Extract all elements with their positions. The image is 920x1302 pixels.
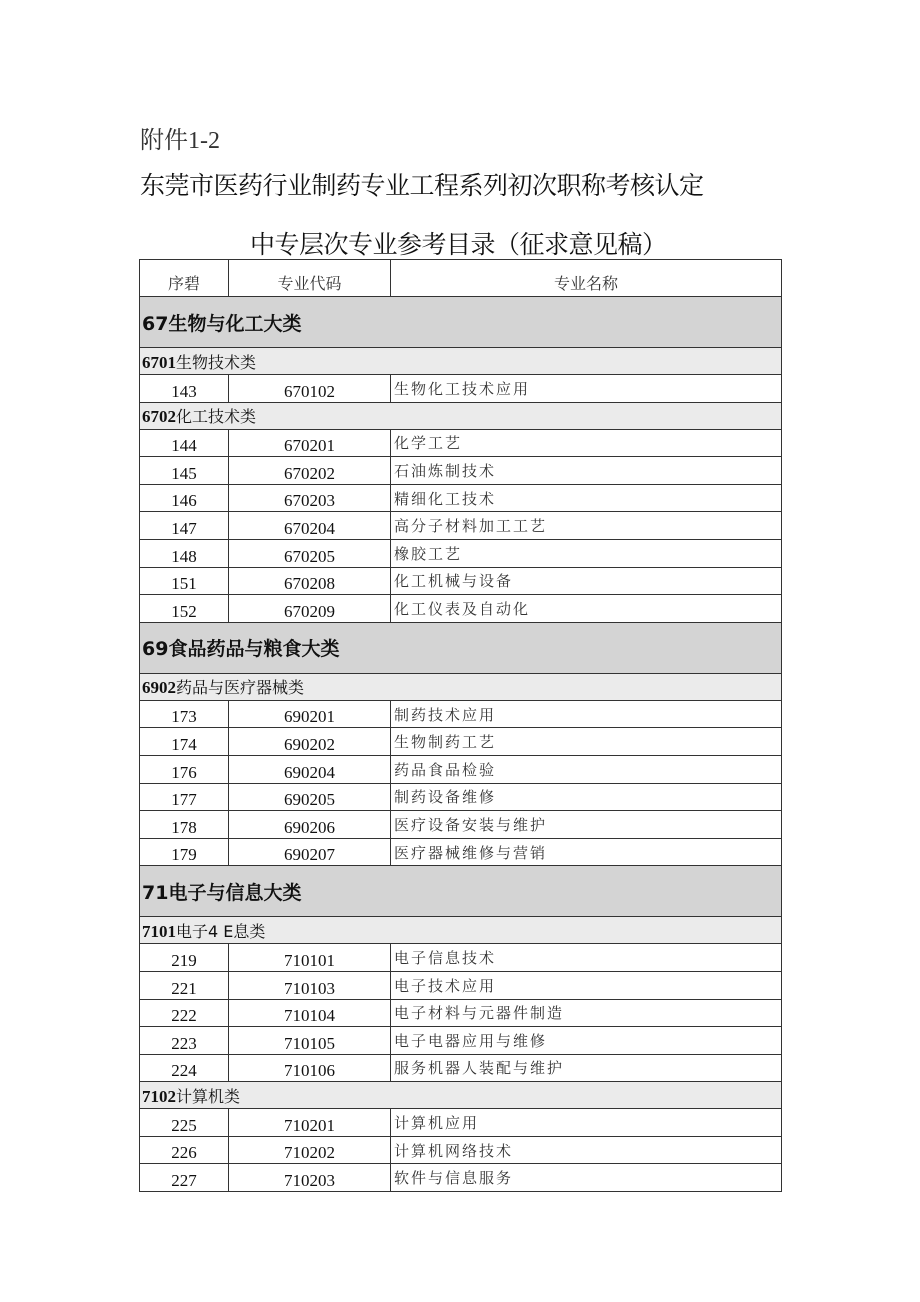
serial-cell: 224	[140, 1054, 229, 1082]
code-cell: 690205	[229, 783, 391, 811]
category-row	[140, 866, 782, 917]
serial-cell: 151	[140, 567, 229, 595]
serial-cell: 176	[140, 755, 229, 783]
category-title: 69食品药品与粮食大类	[140, 622, 782, 673]
table-row	[140, 539, 782, 567]
subcategory-code: 6702	[142, 407, 176, 427]
code-cell: 710106	[229, 1054, 391, 1082]
major-name-cell: 电子电器应用与维修	[391, 1027, 782, 1055]
table-row	[140, 944, 782, 972]
subcategory-code: 6902	[142, 678, 176, 698]
category-title: 71电子与信息大类	[140, 866, 782, 917]
serial-cell: 219	[140, 944, 229, 972]
major-name-cell: 计算机应用	[391, 1109, 782, 1137]
major-name-cell: 生物化工技术应用	[391, 375, 782, 403]
subcategory-name: 电子4 E息类	[176, 921, 266, 941]
category-row	[140, 622, 782, 673]
major-name-cell: 化学工艺	[391, 429, 782, 457]
table-row	[140, 728, 782, 756]
major-name-cell: 生物制药工艺	[391, 728, 782, 756]
table-row	[140, 375, 782, 403]
subcategory-row	[140, 673, 782, 700]
subcategory-code: 7101	[142, 921, 176, 941]
table-row	[140, 512, 782, 540]
table-row	[140, 971, 782, 999]
document-title: 东莞市医药行业制药专业工程系列初次职称考核认定	[140, 171, 704, 200]
header-code: 专业代码	[229, 260, 391, 297]
code-cell: 690204	[229, 755, 391, 783]
table-row	[140, 838, 782, 866]
attachment-label: 附件1-2	[140, 128, 220, 154]
code-cell: 670204	[229, 512, 391, 540]
subcategory-title	[140, 673, 782, 700]
table-row	[140, 999, 782, 1027]
subcategory-title	[140, 1082, 782, 1109]
serial-cell: 174	[140, 728, 229, 756]
major-name-cell: 制药设备维修	[391, 783, 782, 811]
major-name-cell: 橡胶工艺	[391, 539, 782, 567]
subcategory-title	[140, 402, 782, 429]
serial-cell: 226	[140, 1136, 229, 1164]
serial-cell: 146	[140, 484, 229, 512]
code-cell: 670203	[229, 484, 391, 512]
table-row	[140, 1164, 782, 1192]
major-name-cell: 服务机器人装配与维护	[391, 1054, 782, 1082]
code-cell: 690202	[229, 728, 391, 756]
serial-cell: 179	[140, 838, 229, 866]
serial-cell: 147	[140, 512, 229, 540]
code-cell: 670209	[229, 595, 391, 623]
major-name-cell: 医疗设备安装与维护	[391, 811, 782, 839]
table-row	[140, 1109, 782, 1137]
table-row	[140, 567, 782, 595]
table-row	[140, 595, 782, 623]
subcategory-row	[140, 402, 782, 429]
major-name-cell: 计算机网络技术	[391, 1136, 782, 1164]
serial-cell: 144	[140, 429, 229, 457]
serial-cell: 145	[140, 457, 229, 485]
subcategory-name: 计算机类	[176, 1086, 241, 1106]
major-catalog-table	[139, 259, 782, 1192]
table-row	[140, 429, 782, 457]
table-row	[140, 484, 782, 512]
table-row	[140, 1054, 782, 1082]
code-cell: 710105	[229, 1027, 391, 1055]
major-name-cell: 精细化工技术	[391, 484, 782, 512]
major-name-cell: 电子材料与元器件制造	[391, 999, 782, 1027]
major-name-cell: 电子信息技术	[391, 944, 782, 972]
code-cell: 670201	[229, 429, 391, 457]
code-cell: 690201	[229, 700, 391, 728]
table-header-row	[140, 260, 782, 297]
subcategory-name: 生物技术类	[176, 352, 257, 372]
table-row	[140, 457, 782, 485]
serial-cell: 221	[140, 971, 229, 999]
subcategory-name: 药品与医疗器械类	[176, 678, 305, 698]
table-row	[140, 755, 782, 783]
table-row	[140, 700, 782, 728]
category-row	[140, 297, 782, 348]
major-name-cell: 软件与信息服务	[391, 1164, 782, 1192]
major-name-cell: 高分子材料加工工艺	[391, 512, 782, 540]
code-cell: 670205	[229, 539, 391, 567]
serial-cell: 222	[140, 999, 229, 1027]
serial-cell: 178	[140, 811, 229, 839]
table-row	[140, 811, 782, 839]
serial-cell: 227	[140, 1164, 229, 1192]
serial-cell: 173	[140, 700, 229, 728]
serial-cell: 148	[140, 539, 229, 567]
serial-cell: 143	[140, 375, 229, 403]
code-cell: 710203	[229, 1164, 391, 1192]
header-name: 专业名称	[391, 260, 782, 297]
code-cell: 710202	[229, 1136, 391, 1164]
document-subtitle: 中专层次专业参考目录（征求意见稿）	[250, 230, 667, 259]
serial-cell: 152	[140, 595, 229, 623]
table-row	[140, 783, 782, 811]
major-name-cell: 医疗器械维修与营销	[391, 838, 782, 866]
serial-cell: 177	[140, 783, 229, 811]
subcategory-row	[140, 917, 782, 944]
subcategory-title	[140, 348, 782, 375]
category-title: 67生物与化工大类	[140, 297, 782, 348]
major-name-cell: 化工机械与设备	[391, 567, 782, 595]
subcategory-title	[140, 917, 782, 944]
subcategory-row	[140, 1082, 782, 1109]
code-cell: 710104	[229, 999, 391, 1027]
major-name-cell: 化工仪表及自动化	[391, 595, 782, 623]
code-cell: 710201	[229, 1109, 391, 1137]
code-cell: 670202	[229, 457, 391, 485]
serial-cell: 225	[140, 1109, 229, 1137]
code-cell: 670102	[229, 375, 391, 403]
table-row	[140, 1136, 782, 1164]
major-name-cell: 石油炼制技术	[391, 457, 782, 485]
code-cell: 710103	[229, 971, 391, 999]
subcategory-code: 6701	[142, 352, 176, 372]
code-cell: 710101	[229, 944, 391, 972]
table-row	[140, 1027, 782, 1055]
header-serial: 序碧	[140, 260, 229, 297]
code-cell: 690206	[229, 811, 391, 839]
major-name-cell: 电子技术应用	[391, 971, 782, 999]
major-name-cell: 药品食品检验	[391, 755, 782, 783]
major-name-cell: 制药技术应用	[391, 700, 782, 728]
subcategory-row	[140, 348, 782, 375]
subcategory-name: 化工技术类	[176, 407, 257, 427]
code-cell: 690207	[229, 838, 391, 866]
serial-cell: 223	[140, 1027, 229, 1055]
code-cell: 670208	[229, 567, 391, 595]
subcategory-code: 7102	[142, 1086, 176, 1106]
